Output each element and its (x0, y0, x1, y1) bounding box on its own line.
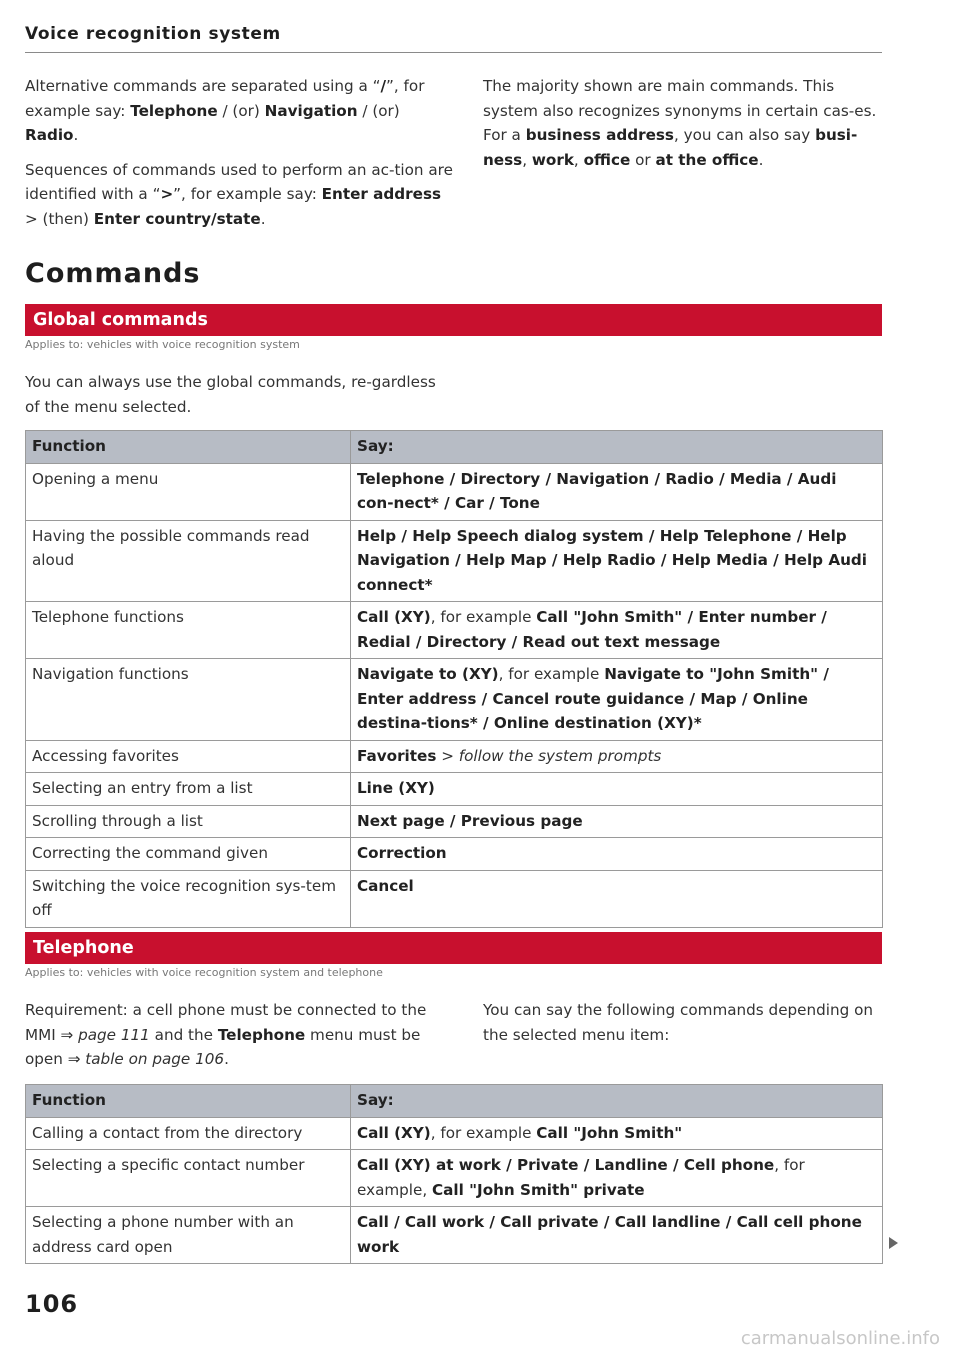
global-commands-title-bar: Global commands (25, 304, 882, 336)
table-header-row (26, 1085, 883, 1118)
table-row (26, 805, 883, 838)
say-cell: Correction (351, 838, 883, 871)
say-cell: Call (XY) at work / Private / Landline / Cell phone, for example, Call "John Smith" private (351, 1150, 883, 1207)
say-cell: Call (XY), for example Call "John Smith" / Enter number / Redial / Directory / Read out text message (351, 602, 883, 659)
function-cell: Switching the voice recognition sys-tem off (26, 870, 351, 927)
page-number: 106 (25, 1290, 79, 1318)
function-cell: Selecting an entry from a list (26, 773, 351, 806)
page-reference-link[interactable]: ⇒ page 111 (60, 1025, 150, 1044)
say-cell: Telephone / Directory / Navigation / Radio / Media / Audi con-nect* / Car / Tone (351, 463, 883, 520)
continue-arrow-icon (889, 1237, 898, 1249)
column-header-say: Say: (351, 431, 883, 464)
say-cell: Cancel (351, 870, 883, 927)
table-row (26, 520, 883, 602)
watermark: carmanualsonline.info (740, 1328, 940, 1349)
telephone-commands-table (25, 1084, 883, 1264)
column-header-function: Function (26, 431, 351, 464)
table-header-row (26, 431, 883, 464)
function-cell: Navigation functions (26, 659, 351, 741)
table-reference-link[interactable]: ⇒ table on page 106 (67, 1050, 225, 1068)
say-cell: Favorites > follow the system prompts (351, 740, 883, 773)
say-cell: Call / Call work / Call private / Call landline / Call cell phone work (351, 1207, 883, 1264)
say-cell: Call (XY), for example Call "John Smith" (351, 1117, 883, 1150)
commands-heading: Commands (25, 258, 201, 289)
intro-left-column (25, 74, 455, 241)
section-title: Voice recognition system (25, 24, 281, 44)
function-cell: Opening a menu (26, 463, 351, 520)
table-row (26, 659, 883, 741)
telephone-applies-note: Applies to: vehicles with voice recognition system and telephone (25, 966, 383, 979)
intro-paragraph-synonyms: The majority shown are main commands. This system also recognizes synonyms in certain cas-es. For a business address, you can also say busi-ness, work, office or at the office. (483, 77, 877, 169)
table-row (26, 1117, 883, 1150)
telephone-right-text: You can say the following commands depending on the selected menu item: (483, 1001, 874, 1044)
table-row (26, 1150, 883, 1207)
column-header-say: Say: (351, 1085, 883, 1118)
table-row (26, 870, 883, 927)
global-commands-table-wrap (25, 430, 883, 928)
telephone-table-wrap (25, 1084, 883, 1264)
function-cell: Scrolling through a list (26, 805, 351, 838)
global-applies-note: Applies to: vehicles with voice recognition system (25, 338, 300, 351)
say-cell: Help / Help Speech dialog system / Help Telephone / Help Navigation / Help Map / Help Radio / Help Media / Help Audi connect* (351, 520, 883, 602)
intro-right-column (483, 74, 883, 182)
global-commands-table (25, 430, 883, 928)
say-cell: Navigate to (XY), for example Navigate to "John Smith" / Enter address / Cancel route guidance / Map / Online destina-tions* / Online destination (XY)* (351, 659, 883, 741)
table-row (26, 773, 883, 806)
function-cell: Correcting the command given (26, 838, 351, 871)
telephone-requirement: Requirement: a cell phone must be connected to the MMI ⇒ page 111 and the Telephone menu must be open ⇒ table on page 106. (25, 1001, 427, 1068)
table-row (26, 463, 883, 520)
table-row (26, 838, 883, 871)
function-cell: Accessing favorites (26, 740, 351, 773)
table-row (26, 1207, 883, 1264)
column-header-function: Function (26, 1085, 351, 1118)
telephone-title-bar: Telephone (25, 932, 882, 964)
function-cell: Selecting a phone number with an address card open (26, 1207, 351, 1264)
function-cell: Calling a contact from the directory (26, 1117, 351, 1150)
header-divider (25, 52, 882, 53)
function-cell: Selecting a specific contact number (26, 1150, 351, 1207)
say-cell: Line (XY) (351, 773, 883, 806)
say-cell: Next page / Previous page (351, 805, 883, 838)
function-cell: Having the possible commands read aloud (26, 520, 351, 602)
table-row (26, 740, 883, 773)
function-cell: Telephone functions (26, 602, 351, 659)
table-row (26, 602, 883, 659)
global-intro-text: You can always use the global commands, re-gardless of the menu selected. (25, 373, 436, 416)
intro-paragraph-sequences: Sequences of commands used to perform an ac-tion are identified with a “>”, for example say: Enter address > (then) Enter country/state. (25, 160, 453, 228)
intro-paragraph-alternatives: Alternative commands are separated using a “/”, for example say: Telephone / (or) Navigation / (or) Radio. (25, 77, 425, 144)
